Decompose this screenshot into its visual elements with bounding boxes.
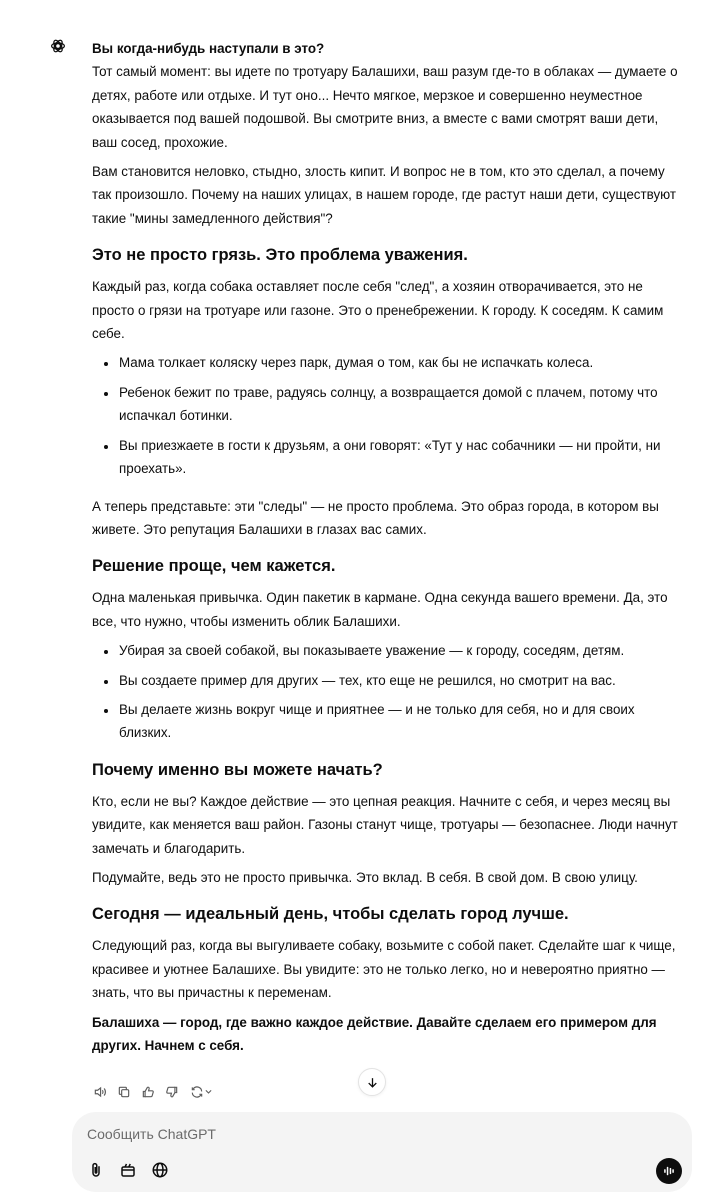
paragraph: Подумайте, ведь это не просто привычка. Это вклад. В себя. В свой дом. В свою улицу. — [92, 869, 638, 885]
paperclip-icon[interactable] — [86, 1160, 106, 1180]
speaker-icon[interactable] — [92, 1084, 107, 1099]
list-item: • Мама толкает коляску через парк, думая о том, как бы не испачкать колеса. — [118, 351, 686, 374]
paragraph: Одна маленькая привычка. Один пакетик в кармане. Одна секунда вашего времени. Да, это все, что нужно, чтобы изменить облик Балашихи. — [92, 590, 668, 629]
bullet-list — [92, 639, 686, 745]
openai-logo-icon — [49, 37, 67, 55]
voice-mode-icon — [662, 1164, 676, 1178]
intro-title: Вы когда-нибудь наступали в это? — [92, 41, 325, 56]
list-item: • Ребенок бежит по траве, радуясь солнцу, а возвращается домой с плачем, потому что испачкал ботинки. — [118, 381, 686, 428]
bullet-list — [92, 351, 686, 480]
regenerate-icon[interactable] — [188, 1084, 214, 1099]
section-heading: Это не просто грязь. Это проблема уважения. — [92, 246, 468, 265]
assistant-message — [92, 37, 686, 1063]
composer-tools — [86, 1160, 170, 1180]
list-item: • Вы приезжаете в гости к друзьям, а они говорят: «Тут у нас собачники — ни пройти, ни проехать». — [118, 434, 686, 481]
section-heading: Почему именно вы можете начать? — [92, 760, 383, 779]
section-heading: Решение проще, чем кажется. — [92, 557, 336, 576]
globe-icon[interactable] — [150, 1160, 170, 1180]
assistant-avatar — [46, 34, 70, 58]
list-item: • Вы создаете пример для других — тех, кто еще не решился, но смотрит на вас. — [118, 669, 686, 692]
copy-icon[interactable] — [116, 1084, 131, 1099]
composer-input[interactable]: Сообщить ChatGPT — [87, 1126, 216, 1142]
thumbs-up-icon[interactable] — [140, 1084, 155, 1099]
section-heading: Сегодня — идеальный день, чтобы сделать город лучше. — [92, 905, 569, 924]
message-composer[interactable] — [72, 1112, 692, 1192]
paragraph: Кто, если не вы? Каждое действие — это цепная реакция. Начните с себя, и через месяц вы увидите, как меняется ваш район. Газоны станут чище, тротуары — безопаснее. Люди начнут замечать и благодарить. — [92, 793, 678, 856]
list-item: • Вы делаете жизнь вокруг чище и приятнее — и не только для себя, но и для своих близких. — [118, 698, 686, 745]
paragraph: Каждый раз, когда собака оставляет после себя "след", а хозяин отворачивается, это не просто о грязи на тротуаре или газоне. Это о пренебрежении. К городу. К соседям. К самим себе. — [92, 279, 664, 342]
scroll-to-bottom-button[interactable] — [358, 1068, 386, 1096]
voice-mode-button[interactable] — [656, 1158, 682, 1184]
list-item: • Убирая за своей собакой, вы показываете уважение — к городу, соседям, детям. — [118, 639, 686, 662]
paragraph: Следующий раз, когда вы выгуливаете собаку, возьмите с собой пакет. Сделайте шаг к чище, красивее и уютнее Балашихе. Вы увидите: это не только легко, но и невероятно приятно — знать, что вы причастны к переменам. — [92, 938, 676, 1001]
tools-icon[interactable] — [118, 1160, 138, 1180]
paragraph: А теперь представьте: эти "следы" — не просто проблема. Это образ города, в котором вы живете. Это репутация Балашихи в глазах вас самих. — [92, 498, 659, 537]
thumbs-down-icon[interactable] — [164, 1084, 179, 1099]
paragraph: Вам становится неловко, стыдно, злость кипит. И вопрос не в том, кто это сделал, а почему так произошло. Почему на наших улицах, в нашем городе, где растут наши дети, существуют такие "мины замедленного действия"? — [92, 164, 677, 226]
paragraph: Тот самый момент: вы идете по тротуару Балашихи, ваш разум где-то в облаках — думаете о детях, работе или отдыхе. И тут оно... Нечто мягкое, мерзкое и совершенно неуместное оказывается под вашей подошвой. Вы смотрите вниз, а вместе с вами смотрят ваши дети, ваш сосед, прохожие. — [92, 64, 678, 150]
chevron-down-icon — [204, 1087, 213, 1096]
message-actions — [92, 1084, 214, 1099]
arrow-down-icon — [366, 1076, 379, 1089]
closing-statement: Балашиха — город, где важно каждое действие. Давайте сделаем его примером для других. Начнем с себя. — [92, 1014, 657, 1053]
